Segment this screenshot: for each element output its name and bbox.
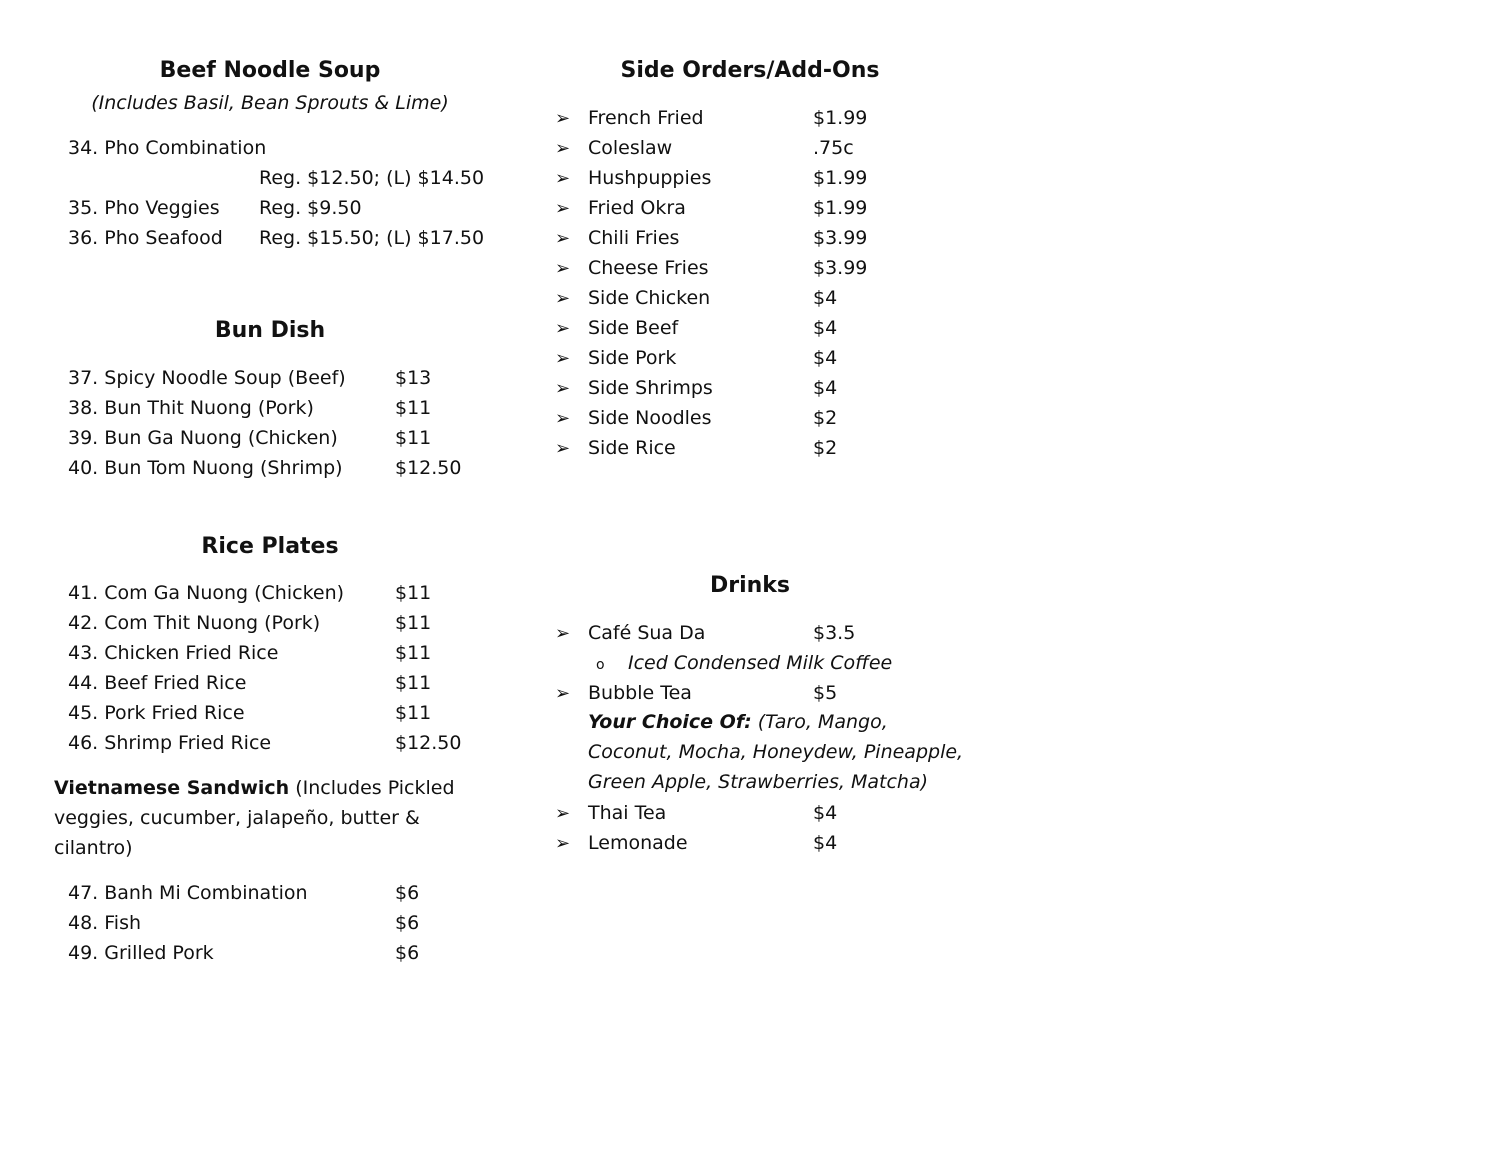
side-order-name: Side Chicken [588, 287, 711, 309]
menu-item-name: 36. Pho Seafood [68, 227, 223, 249]
sandwich-description: (Includes Pickled veggies, cucumber, jalapeño, butter & cilantro) [54, 777, 455, 859]
arrow-bullet-icon: ➢ [555, 288, 571, 309]
bun-dish-title: Bun Dish [214, 318, 326, 343]
menu-item-price: $11 [395, 612, 432, 634]
arrow-bullet-icon: ➢ [555, 108, 571, 129]
menu-item-price: Reg. $12.50; (L) $14.50 [259, 167, 485, 189]
menu-item-name: 40. Bun Tom Nuong (Shrimp) [68, 457, 343, 479]
menu-item-price: $12.50 [395, 732, 462, 754]
arrow-bullet-icon: ➢ [555, 803, 571, 824]
arrow-bullet-icon: ➢ [555, 318, 571, 339]
side-order-price: .75c [813, 137, 854, 159]
drink-price: $4 [813, 802, 838, 824]
arrow-bullet-icon: ➢ [555, 623, 571, 644]
menu-item-name: 44. Beef Fried Rice [68, 672, 247, 694]
arrow-bullet-icon: ➢ [555, 198, 571, 219]
arrow-bullet-icon: ➢ [555, 833, 571, 854]
menu-item-price: $11 [395, 582, 432, 604]
side-order-name: French Fried [588, 107, 704, 129]
menu-item-price: $6 [395, 912, 420, 934]
menu-item-name: 42. Com Thit Nuong (Pork) [68, 612, 321, 634]
side-order-price: $1.99 [813, 197, 868, 219]
bubble-tea-choices [588, 707, 968, 797]
arrow-bullet-icon: ➢ [555, 228, 571, 249]
menu-item-name: 41. Com Ga Nuong (Chicken) [68, 582, 345, 604]
menu-item-price: $11 [395, 642, 432, 664]
drink-price: $4 [813, 832, 838, 854]
menu-item-name: 48. Fish [68, 912, 142, 934]
drinks-title: Drinks [709, 573, 791, 598]
arrow-bullet-icon: ➢ [555, 348, 571, 369]
menu-item-price: $6 [395, 882, 420, 904]
arrow-bullet-icon: ➢ [555, 168, 571, 189]
side-order-price: $3.99 [813, 257, 868, 279]
drink-name: Bubble Tea [588, 682, 692, 704]
menu-item-name: 47. Banh Mi Combination [68, 882, 308, 904]
side-order-name: Coleslaw [588, 137, 673, 159]
bubble-tea-choice-label: Your Choice Of: [588, 711, 752, 733]
side-order-name: Fried Okra [588, 197, 686, 219]
sandwich-title: Vietnamese Sandwich [54, 777, 290, 799]
beef-noodle-soup-subtitle: (Includes Basil, Bean Sprouts & Lime) [91, 92, 449, 114]
menu-item-name: 49. Grilled Pork [68, 942, 214, 964]
menu-item-price: Reg. $15.50; (L) $17.50 [259, 227, 485, 249]
menu-item-name: 38. Bun Thit Nuong (Pork) [68, 397, 314, 419]
rice-plates-title: Rice Plates [201, 534, 339, 559]
menu-item-price: $11 [395, 702, 432, 724]
menu-item-price: Reg. $9.50 [259, 197, 362, 219]
arrow-bullet-icon: ➢ [555, 438, 571, 459]
side-orders-title: Side Orders/Add-Ons [620, 58, 880, 83]
drink-name: Café Sua Da [588, 622, 706, 644]
menu-item-price: $11 [395, 672, 432, 694]
side-order-name: Side Rice [588, 437, 676, 459]
drink-price: $3.5 [813, 622, 856, 644]
side-order-price: $1.99 [813, 107, 868, 129]
drink-name: Thai Tea [588, 802, 667, 824]
side-order-name: Side Shrimps [588, 377, 713, 399]
side-order-name: Chili Fries [588, 227, 680, 249]
bubble-tea-choice-list: (Taro, Mango, Coconut, Mocha, Honeydew, Pineapple, Green Apple, Strawberries, Matcha) [588, 711, 964, 793]
side-order-price: $3.99 [813, 227, 868, 249]
side-order-price: $4 [813, 347, 838, 369]
drink-note: Iced Condensed Milk Coffee [628, 652, 893, 674]
side-order-price: $2 [813, 437, 838, 459]
arrow-bullet-icon: ➢ [555, 258, 571, 279]
arrow-bullet-icon: ➢ [555, 408, 571, 429]
menu-item-name: 46. Shrimp Fried Rice [68, 732, 272, 754]
menu-item-name: 45. Pork Fried Rice [68, 702, 245, 724]
side-order-name: Side Beef [588, 317, 679, 339]
side-order-price: $4 [813, 377, 838, 399]
side-order-price: $1.99 [813, 167, 868, 189]
menu-item-name: 35. Pho Veggies [68, 197, 220, 219]
circle-bullet-icon: o [596, 657, 605, 673]
side-order-price: $4 [813, 287, 838, 309]
menu-item-price: $11 [395, 427, 432, 449]
side-order-name: Side Pork [588, 347, 677, 369]
menu-item-name: 37. Spicy Noodle Soup (Beef) [68, 367, 346, 389]
menu-item-name: 43. Chicken Fried Rice [68, 642, 279, 664]
menu-item-name: 39. Bun Ga Nuong (Chicken) [68, 427, 338, 449]
arrow-bullet-icon: ➢ [555, 138, 571, 159]
sandwich-heading [54, 773, 474, 863]
beef-noodle-soup-title: Beef Noodle Soup [159, 58, 381, 83]
arrow-bullet-icon: ➢ [555, 683, 571, 704]
drink-name: Lemonade [588, 832, 688, 854]
menu-item-price: $6 [395, 942, 420, 964]
drink-price: $5 [813, 682, 838, 704]
menu-item-price: $13 [395, 367, 432, 389]
arrow-bullet-icon: ➢ [555, 378, 571, 399]
side-order-name: Side Noodles [588, 407, 712, 429]
side-order-price: $2 [813, 407, 838, 429]
menu-item-price: $12.50 [395, 457, 462, 479]
menu-item-name: 34. Pho Combination [68, 137, 267, 159]
side-order-name: Hushpuppies [588, 167, 712, 189]
side-order-price: $4 [813, 317, 838, 339]
side-order-name: Cheese Fries [588, 257, 709, 279]
menu-item-price: $11 [395, 397, 432, 419]
